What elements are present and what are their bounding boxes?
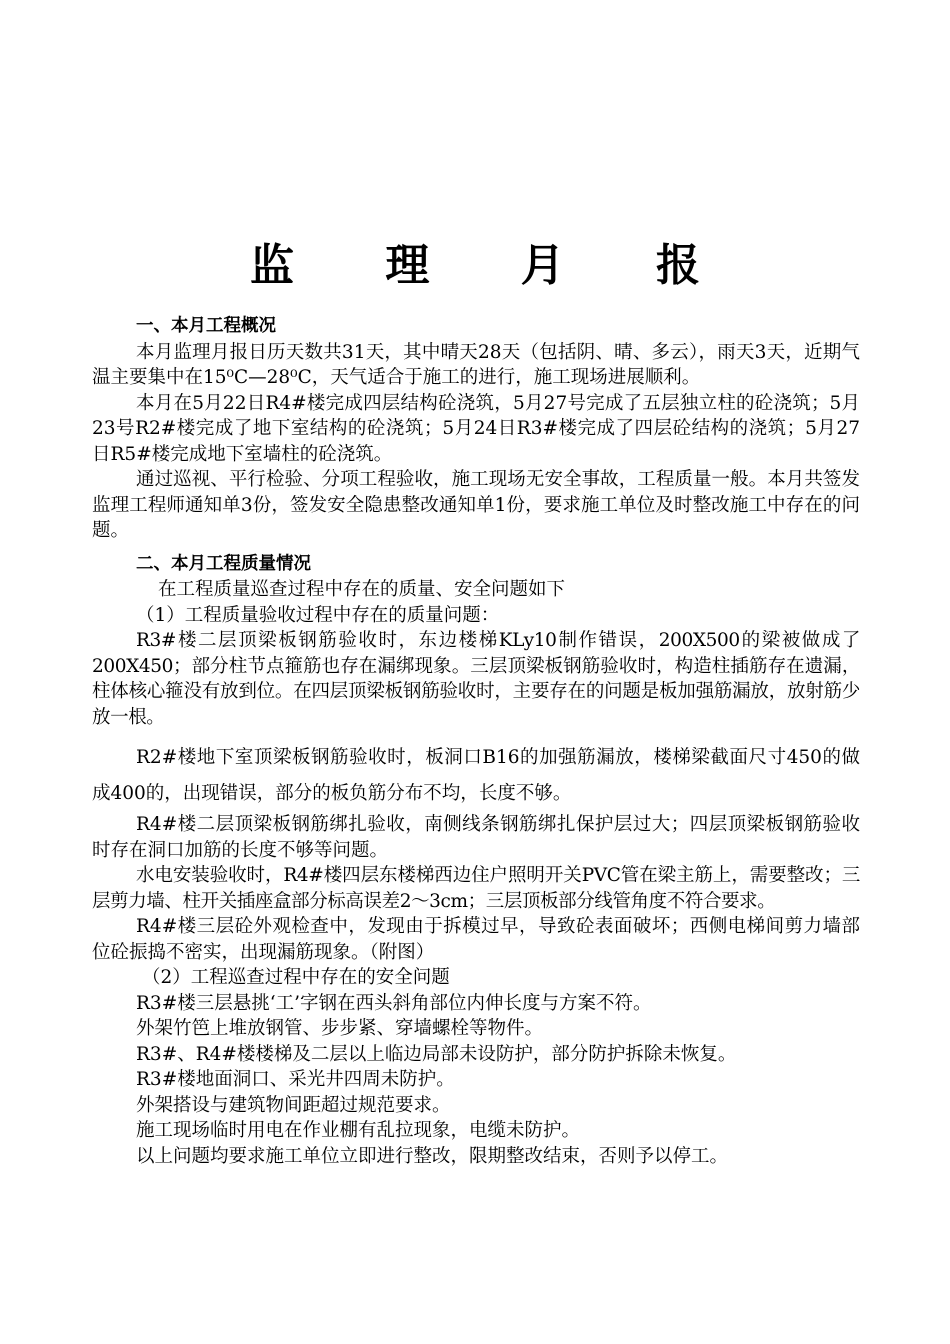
list-item: R3#、R4#楼楼梯及二层以上临边局部未设防护，部分防护拆除未恢复。 xyxy=(136,1043,737,1065)
page-title: 监 理 月 报 xyxy=(250,240,738,291)
paragraph: R2#楼地下室顶梁板钢筋验收时，板洞口B16的加强筋漏放，楼梯梁截面尺寸450的做成400的，出现错误，部分的板负筋分布不均，长度不够。 xyxy=(92,747,860,804)
list-item: R3#楼地面洞口、采光井四周未防护。 xyxy=(136,1069,455,1090)
section-intro: 在工程质量巡查过程中存在的质量、安全问题如下 xyxy=(158,579,566,600)
paragraph: R4#楼二层顶梁板钢筋绑扎验收，南侧线条钢筋绑扎保护层过大；四层顶梁板钢筋验收时存在洞口加筋的长度不够等问题。 xyxy=(92,814,860,861)
section-heading-overview: 一、本月工程概况 xyxy=(136,316,276,336)
spacer xyxy=(92,730,860,740)
subsection-title-safety-issues: （2）工程巡查过程中存在的安全问题 xyxy=(142,967,450,988)
paragraph: 水电安装验收时，R4#楼四层东楼梯西边住户照明开关PVC管在梁主筋上，需要整改；三层剪力墙、柱开关插座盒部分标高误差2～3cm；三层顶板部分线管角度不符合要求。 xyxy=(92,865,860,912)
spacer xyxy=(92,544,860,552)
paragraph: R3#楼二层顶梁板钢筋验收时，东边楼梯KLy10制作错误，200X500的梁被做成了200X450；部分柱节点箍筋也存在漏绑现象。三层顶梁板钢筋验收时，构造柱插筋存在遗漏，柱体核心箍没有放到位。在四层顶梁板钢筋验收时，主要存在的问题是板加强筋漏放，放射筋少放一根。 xyxy=(92,630,860,728)
list-item: 施工现场临时用电在作业棚有乱拉现象，电缆未防护。 xyxy=(136,1120,581,1141)
list-item: 外架竹笆上堆放钢管、步步紧、穿墙螺栓等物件。 xyxy=(136,1018,544,1039)
subsection-title-quality-issues: （1）工程质量验收过程中存在的质量问题： xyxy=(136,604,500,626)
paragraph: 本月监理月报日历天数共31天，其中晴天28天（包括阴、晴、多云），雨天3天，近期气温主要集中在15⁰C—28⁰C，天气适合于施工的进行，施工现场进展顺利。 xyxy=(92,341,860,388)
list-item: 以上问题均要求施工单位立即进行整改，限期整改结束，否则予以停工。 xyxy=(136,1145,729,1167)
paragraph: 通过巡视、平行检验、分项工程验收，施工现场无安全事故，工程质量一般。本月共签发监理工程师通知单3份，签发安全隐患整改通知单1份，要求施工单位及时整改施工中存在的问题。 xyxy=(92,469,860,541)
document-body xyxy=(92,314,860,1169)
section-heading-quality: 二、本月工程质量情况 xyxy=(136,553,311,574)
list-item: 外架搭设与建筑物间距超过规范要求。 xyxy=(136,1094,451,1116)
paragraph: R4#楼三层砼外观检查中，发现由于拆模过早，导致砼表面破坏；西侧电梯间剪力墙部位砼振捣不密实，出现漏筋现象。（附图） xyxy=(92,916,860,963)
list-item: R3#楼三层悬挑‘工’字钢在西头斜角部位内伸长度与方案不符。 xyxy=(136,992,652,1014)
paragraph: 本月在5月22日R4#楼完成四层结构砼浇筑，5月27号完成了五层独立柱的砼浇筑；5月23号R2#楼完成了地下室结构的砼浇筑；5月24日R3#楼完成了四层砼结构的浇筑；5月27日R5#楼完成地下室墙柱的砼浇筑。 xyxy=(92,392,860,465)
